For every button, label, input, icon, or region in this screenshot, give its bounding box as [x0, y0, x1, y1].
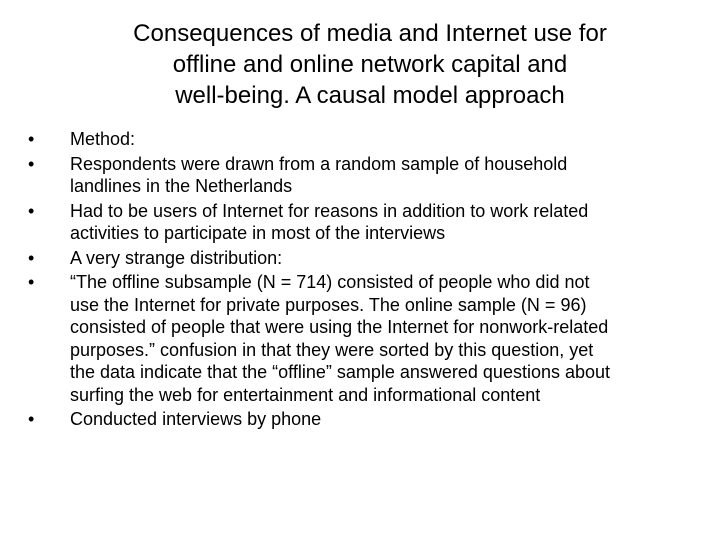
bullet-text: use the Internet for private purposes. The online sample (N = 96)	[70, 294, 587, 315]
bullet-text: consisted of people that were using the Internet for nonwork-related	[70, 317, 609, 337]
bullet-item-quote	[26, 271, 706, 406]
bullet-text: landlines in the Netherlands	[70, 176, 293, 196]
bullet-dot-icon: •	[28, 409, 35, 429]
bullet-item-method	[26, 128, 706, 151]
title-line-2: offline and online network capital and	[172, 51, 568, 78]
bullet-text: Method:	[70, 129, 136, 149]
bullet-text: activities to participate in most of the interviews	[70, 223, 446, 243]
bullet-text: A very strange distribution:	[70, 247, 283, 268]
bullet-text: purposes.” confusion in that they were sorted by this question, yet	[70, 339, 594, 360]
bullet-dot-icon: •	[28, 153, 35, 174]
bullet-dot-icon: •	[28, 272, 35, 292]
bullet-text: “The offline subsample (N = 714) consisted of people who did not	[70, 272, 590, 292]
bullet-text: surfing the web for entertainment and informational content	[70, 384, 541, 405]
bullet-text: Conducted interviews by phone	[70, 409, 322, 429]
bullet-dot-icon: •	[28, 200, 35, 221]
slide-title	[40, 18, 700, 111]
bullet-text: Had to be users of Internet for reasons in addition to work related	[70, 200, 589, 221]
bullet-item-phone	[26, 408, 706, 431]
bullet-item-internet-users	[26, 200, 706, 245]
title-line-3: well-being. A causal model approach	[175, 82, 565, 109]
bullet-text: Respondents were drawn from a random sample of household	[70, 153, 568, 174]
bullet-text: the data indicate that the “offline” sample answered questions about	[70, 362, 611, 382]
bullet-dot-icon: •	[28, 247, 35, 268]
title-line-1: Consequences of media and Internet use for	[133, 20, 607, 47]
bullet-item-respondents	[26, 153, 706, 198]
bullet-dot-icon: •	[28, 129, 35, 149]
bullet-list	[26, 128, 706, 433]
bullet-item-distribution	[26, 247, 706, 270]
